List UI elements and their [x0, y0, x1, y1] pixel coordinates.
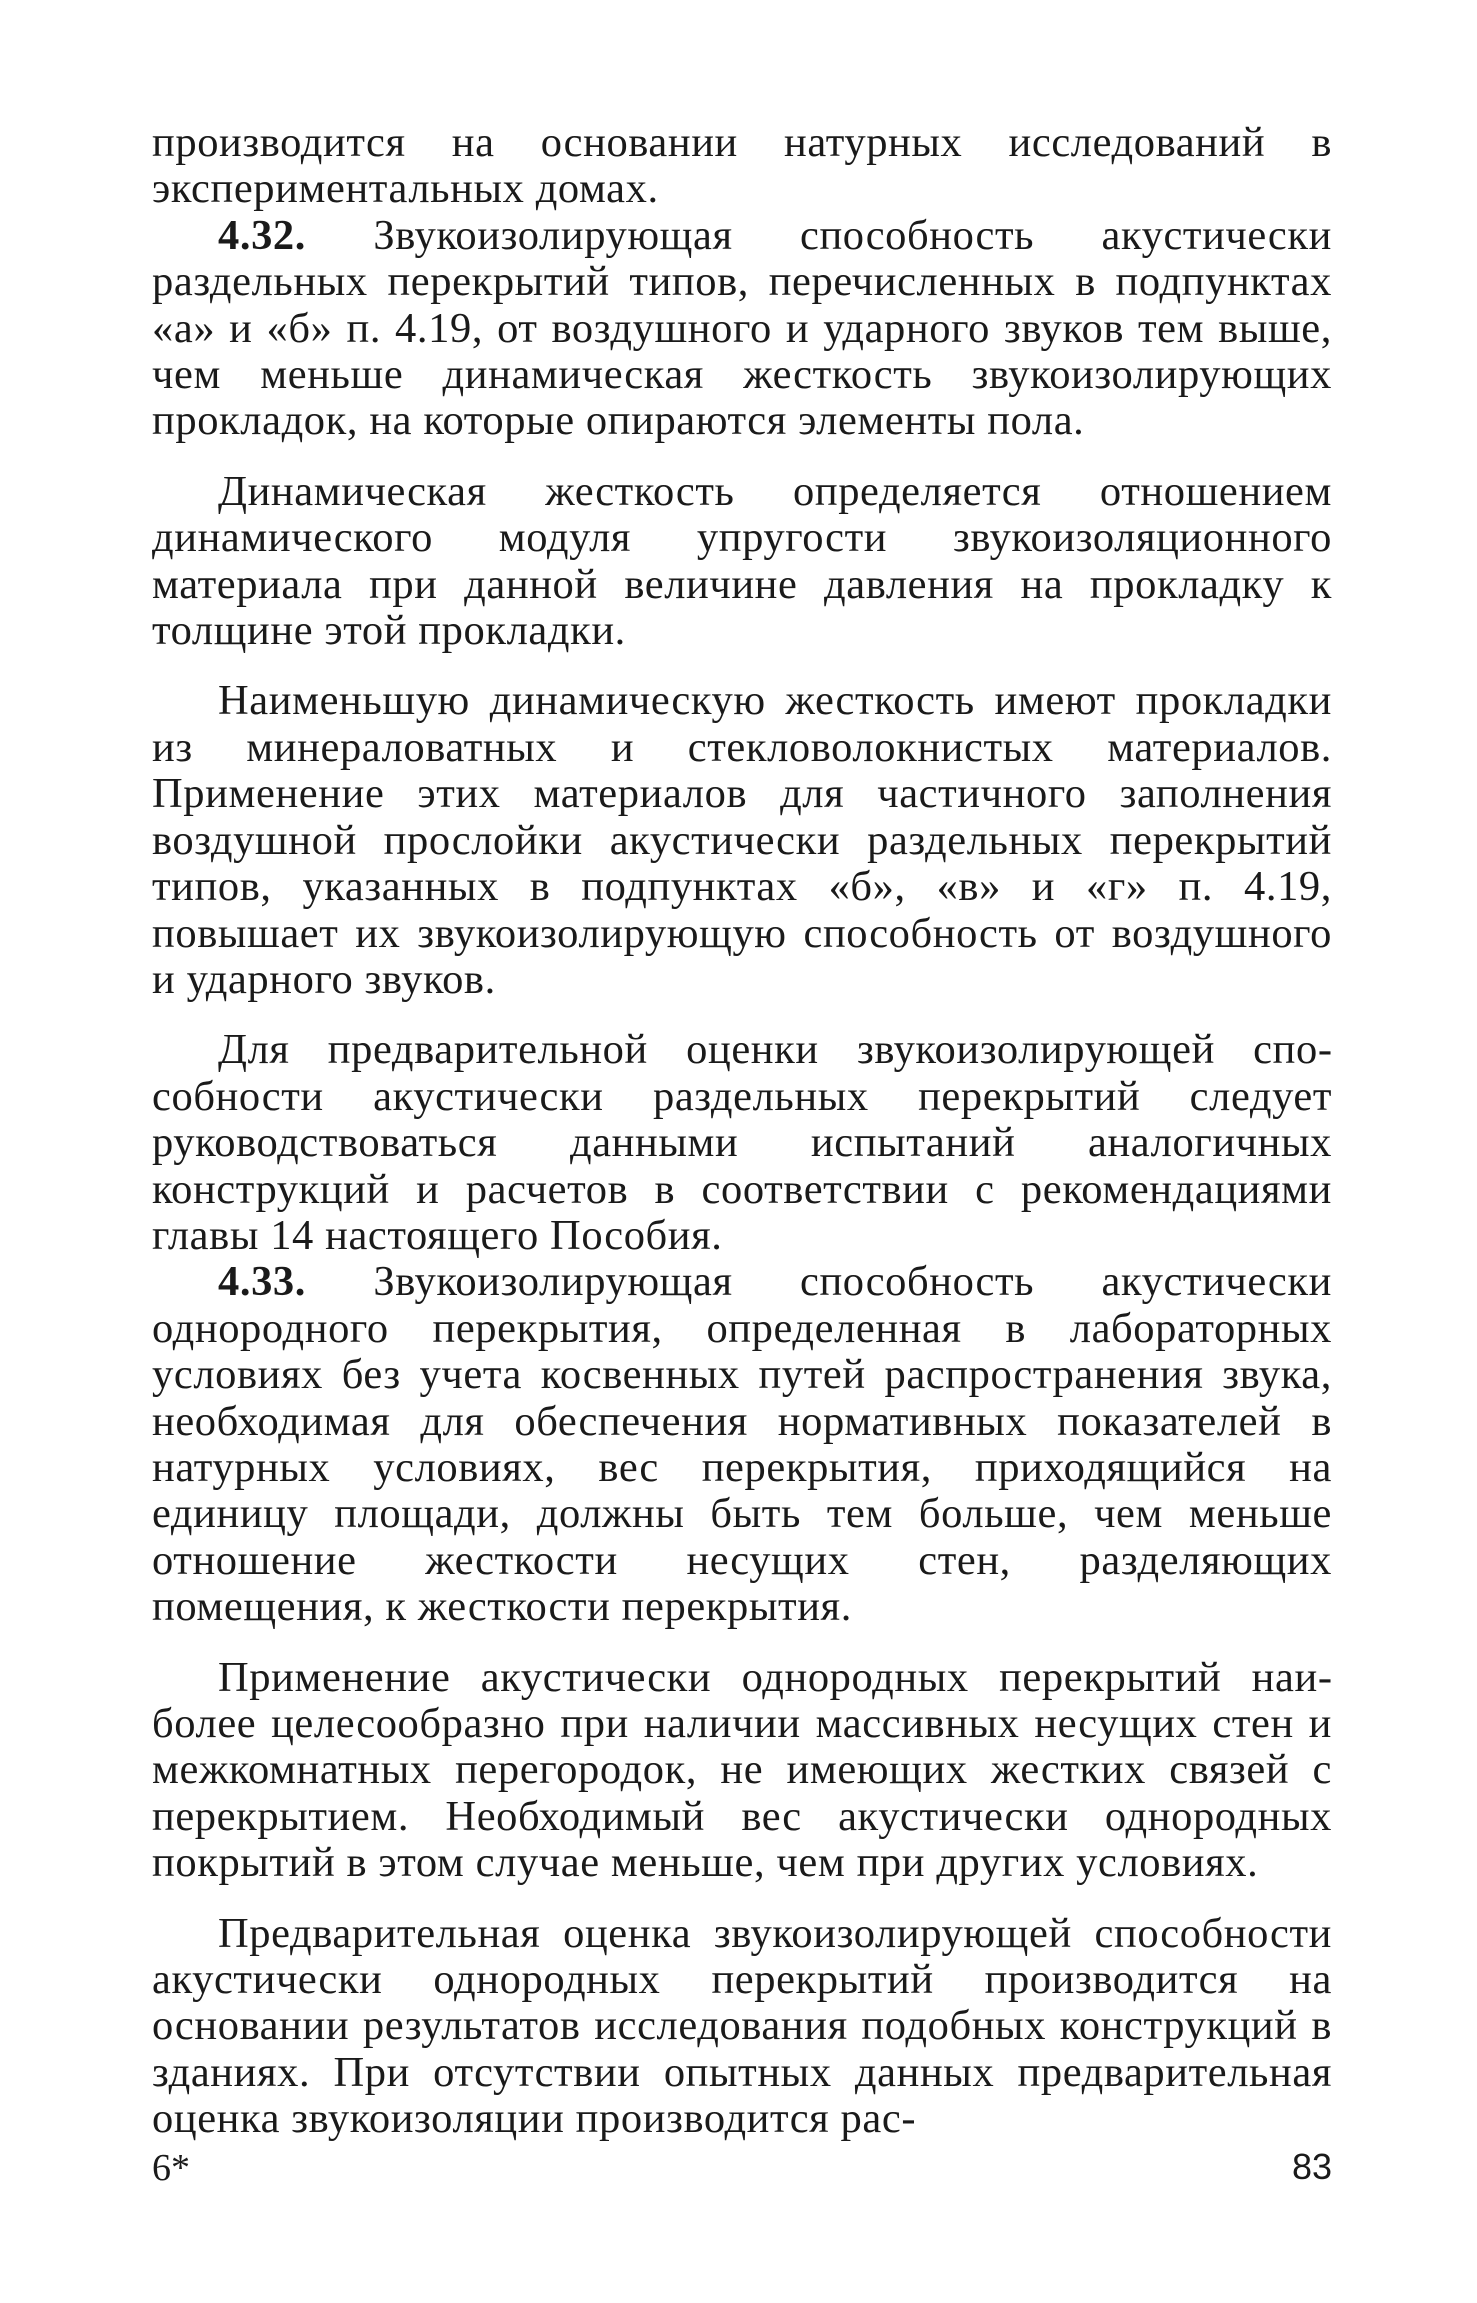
paragraph-continuation [152, 120, 1332, 213]
paragraph-homogeneous-estimate [152, 1911, 1332, 2143]
paragraph-text: Звукоизолирующая способность акустически раздельных перекрытий типов, перечисленных в подпунктах «а» и «б» п. 4.19, от воздушного и ударного звуков тем выше, чем меньше динамическая жесткость звукоизолирующих прокладок, на которые опираются элементы пола. [152, 211, 1332, 445]
paragraph-text: Наименьшую динамическую жесткость имеют прокладки из минераловатных и стекловолокнистых материалов. Применение этих материалов для частичного заполнения воздушной прослойки акустически раздельных перекрытий типов, указанных в подпунктах «б», «в» и «г» п. 4.19, повышает их звукоизолирующую способность от воздушного и ударного звуков. [152, 677, 1332, 1003]
section-number: 4.32. [218, 211, 306, 259]
paragraph-text: Применение акустически однородных перекрытий наиболее целесообразно при наличии массивных несущих стен и межкомнатных перегородок, не имеющих жестких связей с перекрытием. Необходимый вес акустически однородных покрытий в этом случае меньше, чем при других условиях. [152, 1653, 1332, 1887]
page-number: 83 [1291, 2146, 1332, 2187]
paragraph-text: Звукоизолирующая способность акустически однородного перекрытия, определенная в лабораторных условиях без учета косвенных путей распространения звука, необходимая для обеспечения нормативных показателей в натурных условиях, вес перекрытия, приходящийся на единицу площади, должны быть тем больше, чем меньше отношение жесткости несущих стен, разделяющих помещения, к жесткости перекрытия. [152, 1258, 1332, 1631]
paragraph-preliminary-estimate [152, 1027, 1332, 1259]
paragraph-homogeneous-application [152, 1655, 1332, 1887]
paragraph-4-33 [152, 1259, 1332, 1630]
paragraph-text: производится на основании натурных исследований в экспериментальных домах. [152, 119, 1332, 213]
signature-mark: 6* [152, 2147, 190, 2189]
paragraph-materials [152, 678, 1332, 1003]
paragraph-text: Предварительная оценка звукоизолирующей способности акустически однородных перекрытий производится на основании результатов исследования подобных конструкций в зданиях. При отсутствии опытных данных предварительная оценка звукоизоляции производится рас- [152, 1909, 1332, 2143]
page-body [152, 120, 1332, 2143]
paragraph-dynamic-stiffness [152, 469, 1332, 655]
section-number: 4.33. [218, 1258, 306, 1306]
paragraph-text: Динамическая жесткость определяется отношением динамического модуля упругости звукоизоляционного материала при данной величине давления на прокладку к толщине этой прокладки. [152, 467, 1332, 655]
paragraph-4-32 [152, 213, 1332, 445]
paragraph-text: Для предварительной оценки звукоизолирующей способности акустически раздельных перекрытий следует руководствоваться данными испытаний аналогичных конструкций и расчетов в соответствии с рекомендациями главы 14 настоящего Пособия. [152, 1026, 1332, 1259]
page-footer [152, 2146, 1332, 2196]
